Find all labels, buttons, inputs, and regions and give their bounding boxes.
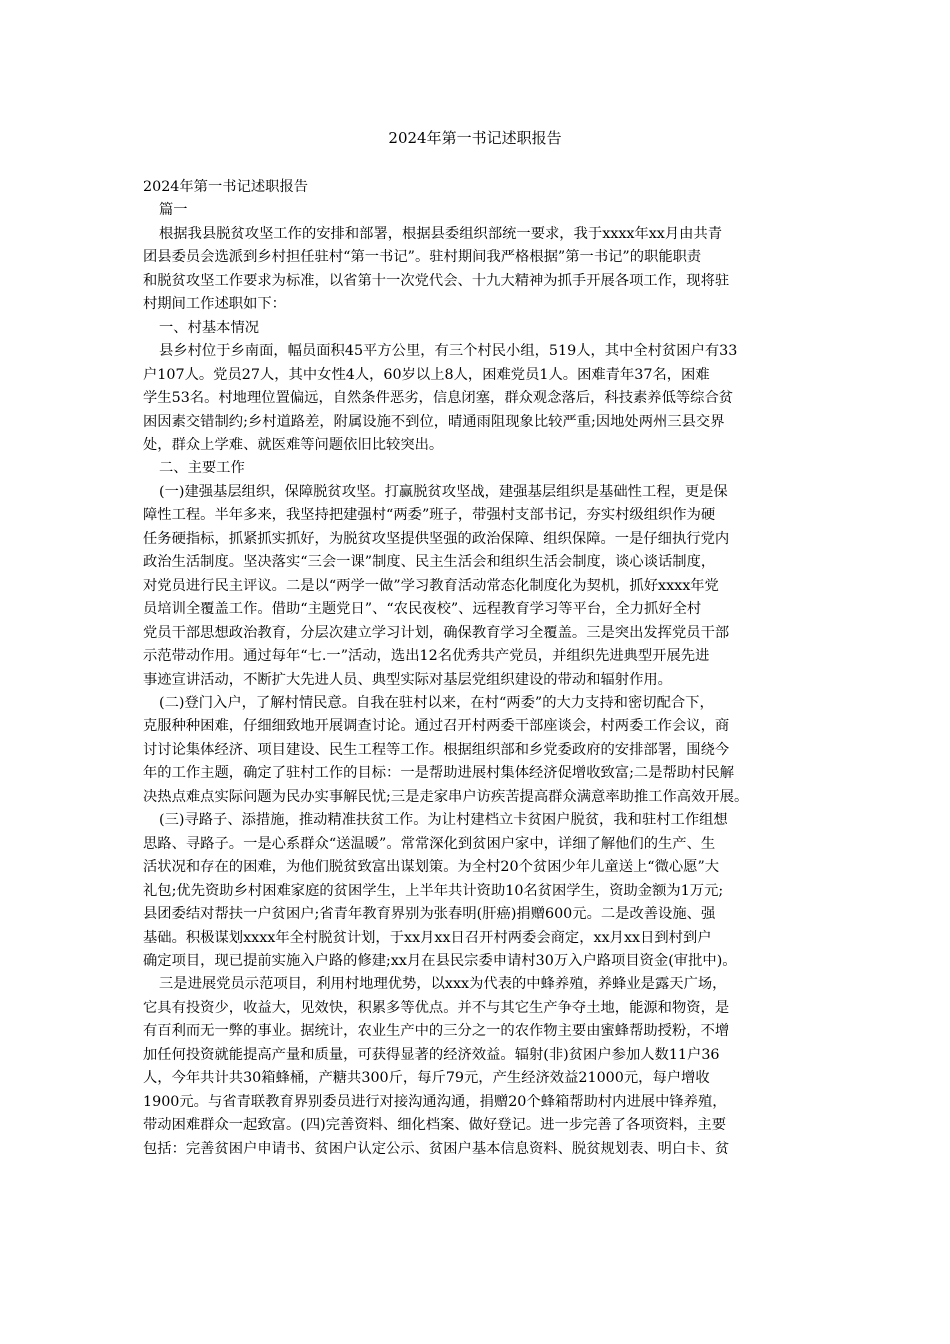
body-line: 确定项目，现已提前实施入户路的修建;xx月在县民宗委申请村30万入户路项目资金(审批中)。	[143, 952, 737, 969]
body-line: 学生53名。村地理位置偏远，自然条件恶劣，信息闭塞，群众观念落后，科技素养低等综合贫	[143, 390, 734, 407]
body-line: 困因素交错制约;乡村道路差，附属设施不到位，晴通雨阻现象比较严重;因地处两州三县交界	[143, 413, 725, 430]
body-line: 三是进展党员示范项目，利用村地理优势，以xxx为代表的中蜂养殖，养蜂业是露天广场，	[159, 976, 727, 993]
body-line: (一)建强基层组织，保障脱贫攻坚。打赢脱贫攻坚战，建强基层组织是基础性工程，更是保	[159, 483, 728, 500]
body-line: 县团委结对帮扶一户贫困户;省青年教育界别为张春明(肝癌)捐赠600元。二是改善设施、强	[143, 906, 716, 923]
body-line: 基础。积极谋划xxxx年全村脱贫计划，于xx月xx日召开村两委会商定，xx月xx日到村到户	[143, 929, 712, 946]
body-line: 决热点难点实际问题为民办实事解民忧;三是走家串户访疾苦提高群众满意率助推工作高效开展。	[143, 788, 749, 805]
document-title: 2024年第一书记述职报告	[388, 129, 562, 147]
body-line: 年的工作主题，确定了驻村工作的目标：一是帮助进展村集体经济促增收致富;二是帮助村民解	[143, 765, 734, 782]
body-line: (二)登门入户，了解村情民意。自我在驻村以来，在村“两委”的大力支持和密切配合下，	[159, 694, 714, 711]
body-line: 村期间工作述职如下：	[143, 296, 286, 313]
body-line: 带动困难群众一起致富。(四)完善资料、细化档案、做好登记。进一步完善了各项资料，主要	[143, 1117, 727, 1134]
body-line: (三)寻路子、添措施，推动精准扶贫工作。为让村建档立卡贫困户脱贫，我和驻村工作组想	[159, 812, 728, 829]
body-line: 它具有投资少，收益大，见效快，积累多等优点。并不与其它生产争夺土地，能源和物资，是	[143, 999, 730, 1016]
body-line: 任务硬指标，抓紧抓实抓好，为脱贫攻坚提供坚强的政治保障、组织保障。一是仔细执行党内	[143, 530, 730, 547]
body-line: 和脱贫攻坚工作要求为标准，以省第十一次党代会、十九大精神为抓手开展各项工作，现将驻	[143, 272, 730, 289]
section-heading: 二、主要工作	[159, 460, 245, 477]
body-line: 事迹宣讲活动，不断扩大先进人员、典型实际对基层党组织建设的带动和辐射作用。	[143, 671, 672, 688]
body-line: 县乡村位于乡南面，幅员面积45平方公里，有三个村民小组，519人，其中全村贫困户有33	[159, 343, 738, 360]
body-line: 障性工程。半年多来，我坚持把建强村“两委”班子，带强村支部书记，夯实村级组织作为硬	[143, 507, 716, 524]
body-line: 对党员进行民主评议。二是以“两学一做”学习教育活动常态化制度化为契机，抓好xxxx年党	[143, 577, 719, 594]
body-line: 2024年第一书记述职报告	[143, 179, 309, 195]
body-line: 礼包;优先资助乡村困难家庭的贫困学生，上半年共计资助10名贫困学生，资助金额为1万元;	[143, 882, 724, 899]
body-line: 篇一	[159, 202, 188, 219]
body-line: 员培训全覆盖工作。借助“主题党日”、“农民夜校”、远程教育学习等平台，全力抓好全村	[143, 601, 702, 618]
body-line: 户107人。党员27人，其中女性4人，60岁以上8人，困难党员1人。困难青年37名，困难	[143, 366, 710, 383]
body-line: 团县委员会选派到乡村担任驻村“第一书记”。驻村期间我严格根据”第一书记”的职能职责	[143, 249, 702, 266]
document-body	[143, 176, 806, 1161]
body-line: 活状况和存在的困难，为他们脱贫致富出谋划策。为全村20个贫困少年儿童送上“微心愿”大	[143, 859, 720, 876]
body-line: 1900元。与省青联教育界别委员进行对接沟通沟通，捐赠20个蜂箱帮助村内进展中锋养殖，	[143, 1093, 727, 1110]
body-line: 根据我县脱贫攻坚工作的安排和部署，根据县委组织部统一要求，我于xxxx年xx月由共青	[159, 225, 723, 242]
body-line: 包括：完善贫困户申请书、贫困户认定公示、贫困户基本信息资料、脱贫规划表、明白卡、贫	[143, 1140, 730, 1157]
body-line: 思路、寻路子。一是心系群众“送温暖”。常常深化到贫困户家中，详细了解他们的生产、生	[143, 835, 716, 852]
body-line: 讨讨论集体经济、项目建设、民生工程等工作。根据组织部和乡党委政府的安排部署，围绕今	[143, 741, 730, 758]
body-line: 克服种种困难，仔细细致地开展调查讨论。通过召开村两委干部座谈会，村两委工作会议，商	[143, 718, 730, 735]
body-line: 有百利而无一弊的事业。据统计，农业生产中的三分之一的农作物主要由蜜蜂帮助授粉，不增	[143, 1023, 730, 1040]
body-line: 加任何投资就能提高产量和质量，可获得显著的经济效益。辐射(非)贫困户参加人数11户36	[143, 1046, 720, 1063]
body-line: 党员干部思想政治教育，分层次建立学习计划，确保教育学习全覆盖。三是突出发挥党员干部	[143, 624, 730, 641]
body-line: 示范带动作用。通过每年“七.一”活动，选出12名优秀共产党员，并组织先进典型开展先进	[143, 648, 710, 665]
body-line: 处，群众上学难、就医难等问题依旧比较突出。	[143, 436, 444, 453]
body-line: 人，今年共计共30箱蜂桶，产糖共300斤，每斤79元，产生经济效益21000元，每户增收	[143, 1070, 710, 1087]
section-heading: 一、村基本情况	[159, 319, 260, 336]
body-line: 政治生活制度。坚决落实“三会一课”制度、民主生活会和组织生活会制度，谈心谈话制度，	[143, 554, 716, 571]
